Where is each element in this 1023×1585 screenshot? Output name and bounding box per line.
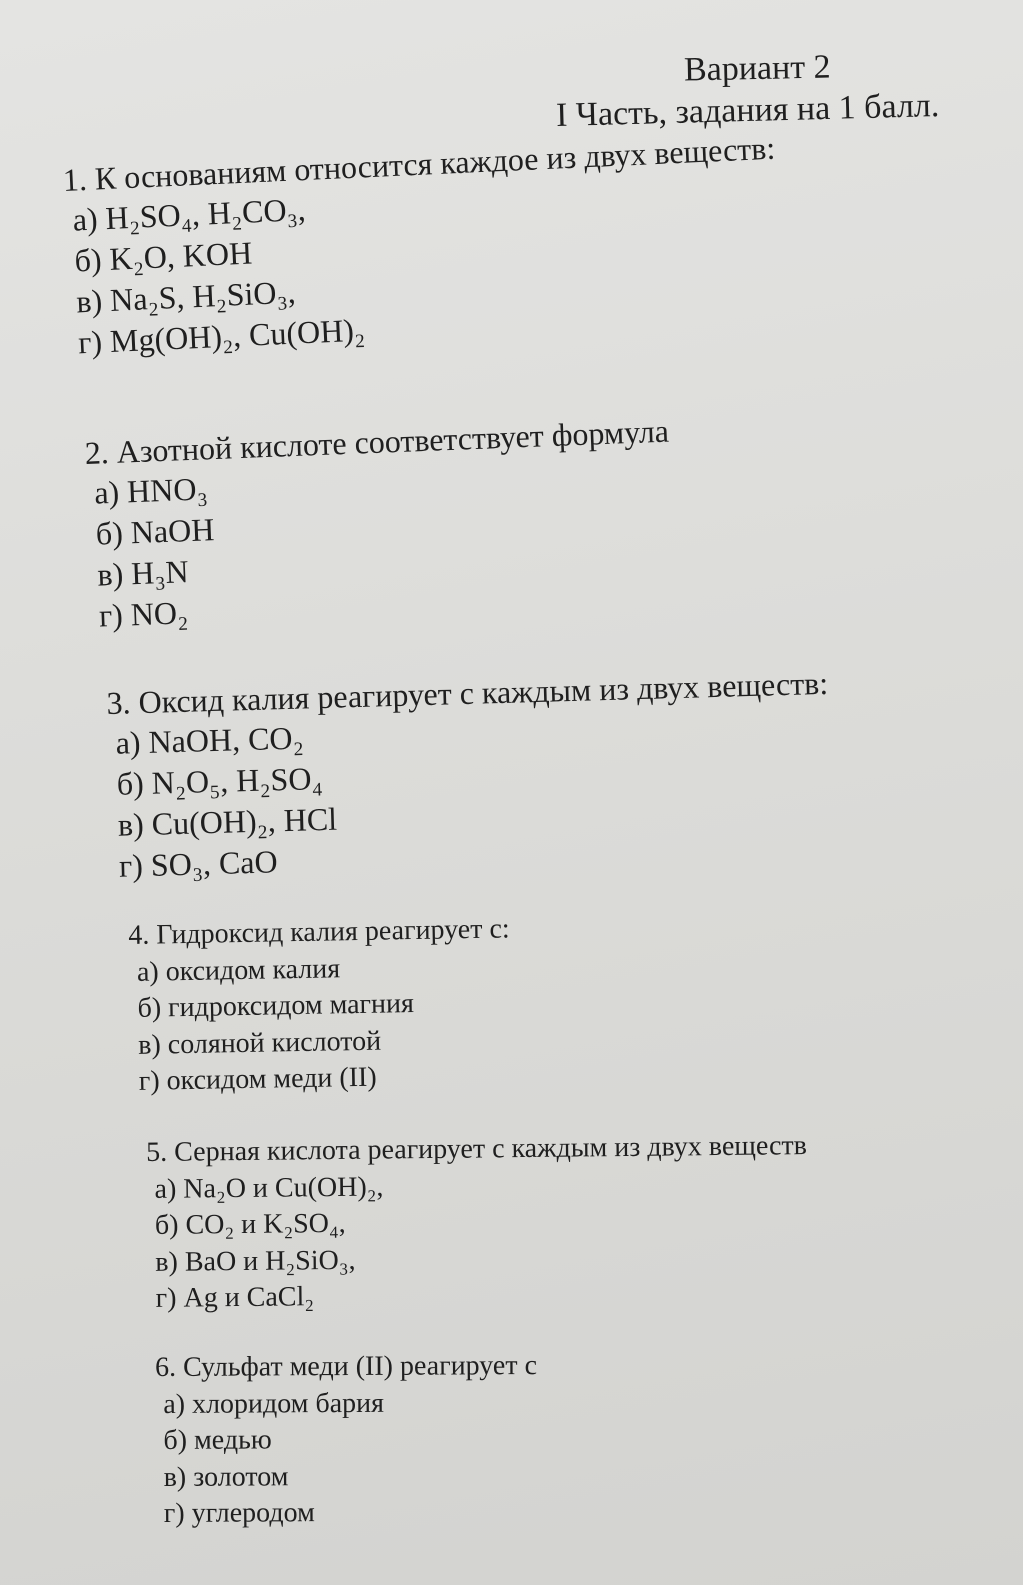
task-6-question: 6. Сульфат меди (II) реагирует с bbox=[155, 1350, 538, 1383]
task-4-question: 4. Гидроксид калия реагирует с: bbox=[128, 913, 510, 951]
task-4-option-a: а) оксидом калия bbox=[136, 952, 341, 988]
task-3-question: 3. Оксид калия реагирует с каждым из двух веществ: bbox=[106, 664, 829, 721]
task-4-option-d: г) оксидом меди (II) bbox=[138, 1061, 377, 1097]
task-6-option-b: б) медью bbox=[163, 1424, 272, 1456]
task-1 bbox=[62, 128, 783, 364]
task-6-option-c: в) золотом bbox=[163, 1460, 289, 1493]
task-2-option-a: а) HNO₃ bbox=[93, 470, 209, 511]
task-3 bbox=[106, 663, 833, 887]
task-5-option-b: б) CO₂ и K₂SO₄, bbox=[154, 1207, 346, 1241]
task-1-option-d: г) Mg(OH)₂, Cu(OH)₂ bbox=[77, 311, 366, 361]
task-2-question: 2. Азотной кислоте соответствует формула bbox=[84, 412, 670, 471]
task-6 bbox=[155, 1348, 538, 1532]
task-5-option-c: в) BaO и H₂SiO₃, bbox=[155, 1244, 356, 1278]
task-3-option-d: г) SO₃, CaO bbox=[118, 843, 279, 884]
task-3-option-a: а) NaOH, CO₂ bbox=[115, 719, 305, 761]
part-heading: I Часть, задания на 1 балл. bbox=[555, 86, 940, 135]
task-5 bbox=[146, 1128, 809, 1317]
task-1-question: 1. К основаниям относится каждое из двух веществ: bbox=[62, 129, 776, 198]
task-2 bbox=[84, 411, 676, 637]
task-3-option-b: б) N₂O₅, H₂SO₄ bbox=[116, 759, 324, 802]
variant-heading: Вариант 2 bbox=[683, 48, 831, 89]
task-1-option-c: в) Na₂S, H₂SiO₃, bbox=[75, 273, 297, 320]
task-4-option-b: б) гидроксидом магния bbox=[137, 988, 415, 1024]
task-1-option-b: б) K₂O, KOH bbox=[73, 234, 253, 279]
task-5-question: 5. Серная кислота реагирует с каждым из двух веществ bbox=[146, 1130, 808, 1168]
task-2-option-d: г) NO₂ bbox=[98, 594, 189, 634]
task-5-option-d: г) Ag и CaCl₂ bbox=[155, 1281, 315, 1314]
task-4-option-c: в) соляной кислотой bbox=[137, 1025, 382, 1061]
task-2-option-b: б) NaOH bbox=[95, 511, 215, 552]
task-6-option-d: г) углеродом bbox=[163, 1497, 315, 1529]
task-2-option-c: в) H₃N bbox=[96, 553, 190, 593]
task-3-option-c: в) Cu(OH)₂, HCl bbox=[117, 800, 338, 843]
task-6-option-a: а) хлоридом бария bbox=[163, 1387, 385, 1420]
task-4 bbox=[128, 911, 513, 1100]
task-1-option-a: а) H₂SO₄, H₂CO₃, bbox=[71, 191, 307, 238]
task-5-option-a: а) Na₂O и Cu(OH)₂, bbox=[154, 1171, 384, 1205]
